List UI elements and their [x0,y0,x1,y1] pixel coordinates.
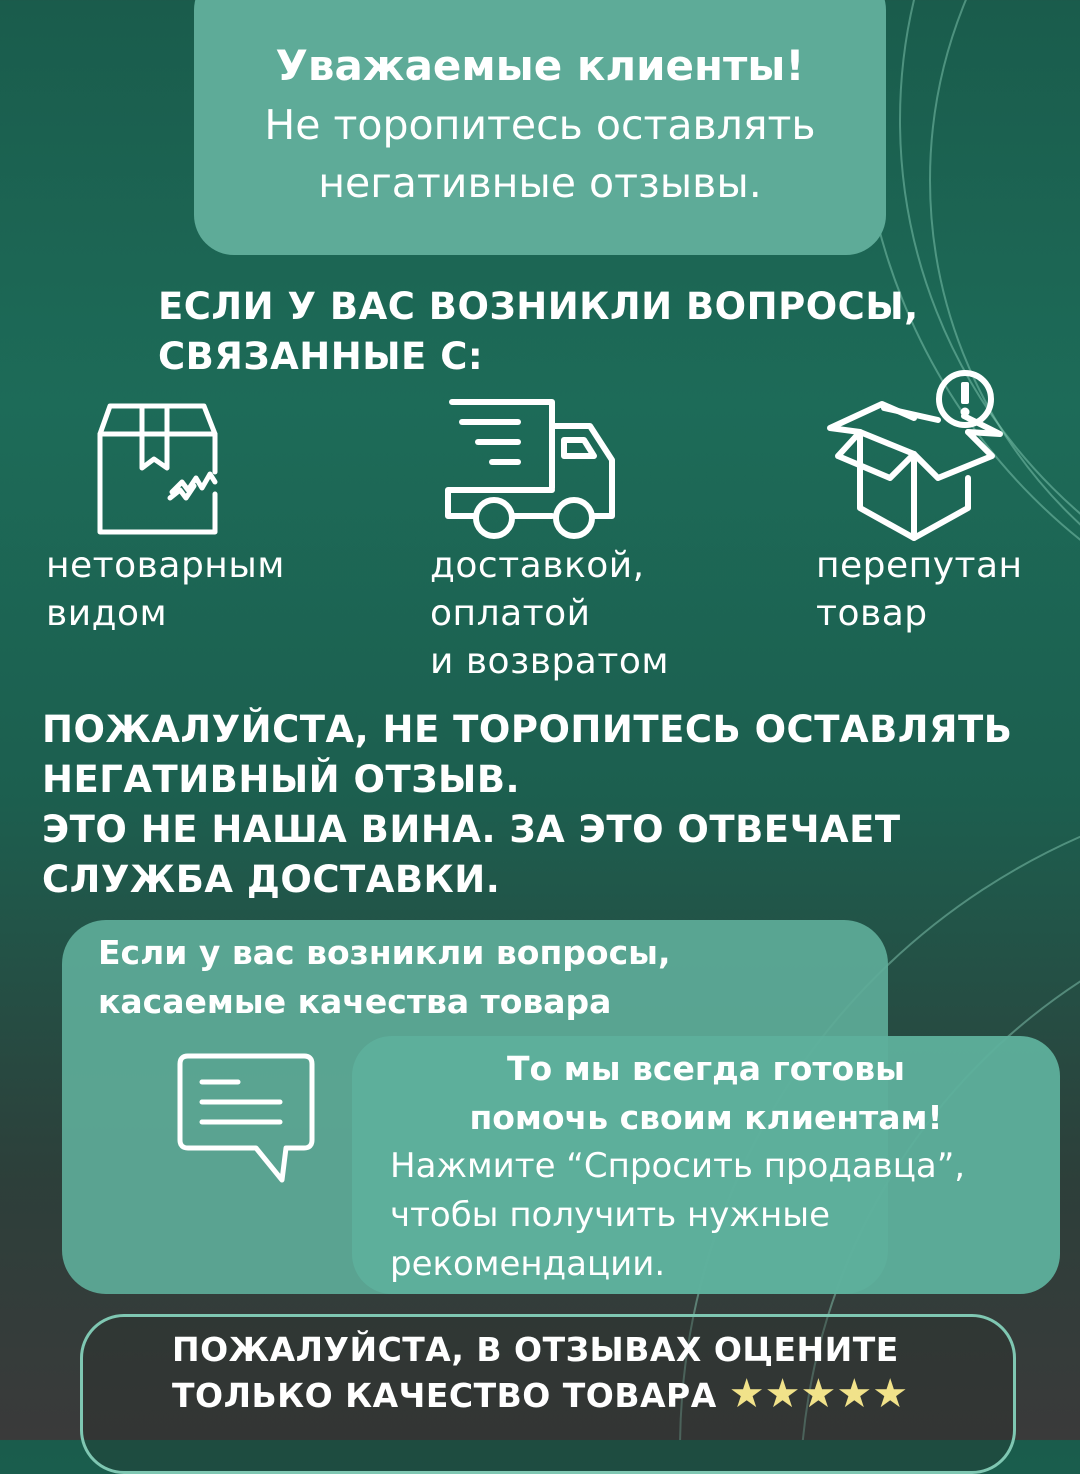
answer-body-1: Нажмите “Спросить продавца”, [390,1146,966,1186]
greeting-title: Уважаемые клиенты! [275,41,805,90]
questions-heading [158,282,919,382]
star-rating-icon: ★★★★★ [728,1371,909,1417]
open-box-alert-icon [824,368,1004,544]
answer-head-2: помочь своим клиентам! [469,1098,943,1137]
notice-line-1: ПОЖАЛУЙСТА, НЕ ТОРОПИТЕСЬ ОСТАВЛЯТЬ [42,708,1013,751]
category-mixup-line-1: перепутан [816,545,1023,586]
notice-line-4: СЛУЖБА ДОСТАВКИ. [42,858,501,901]
category-condition-line-2: видом [46,593,168,634]
greeting-bubble [194,0,886,255]
notice-line-3: ЭТО НЕ НАША ВИНА. ЗА ЭТО ОТВЕЧАЕТ [42,808,901,851]
category-delivery-line-1: доставкой, [430,545,645,586]
questions-heading-line-2: СВЯЗАННЫЕ С: [158,335,484,378]
greeting-line-2: негативные отзывы. [318,159,762,207]
rating-line-1: ПОЖАЛУЙСТА, В ОТЗЫВАХ ОЦЕНИТЕ [172,1330,899,1369]
category-condition-line-1: нетоварным [46,545,285,586]
questions-heading-line-1: ЕСЛИ У ВАС ВОЗНИКЛИ ВОПРОСЫ, [158,285,919,328]
rating-line-2 [172,1372,908,1418]
delivery-truck-icon [442,398,618,542]
answer-body-2: чтобы получить нужные [390,1195,831,1235]
answer-bubble [352,1036,1060,1294]
rating-line-2-text: ТОЛЬКО КАЧЕСТВО ТОВАРА [172,1376,717,1415]
category-delivery-line-3: и возвратом [430,641,670,682]
damaged-box-icon [96,402,220,536]
greeting-line-1: Не торопитесь оставлять [264,101,816,149]
category-mixup [816,542,1023,638]
chat-bubble-icon [174,1052,318,1184]
rating-reminder-text [172,1328,908,1418]
answer-head-1: То мы всегда готовы [507,1049,905,1088]
category-condition [46,542,285,638]
category-mixup-line-2: товар [816,593,928,634]
answer-body-3: рекомендации. [390,1244,666,1284]
quality-line-2: касаемые качества товара [98,982,612,1021]
notice-line-2: НЕГАТИВНЫЙ ОТЗЫВ. [42,758,521,801]
category-delivery [430,542,669,686]
category-delivery-line-2: оплатой [430,593,591,634]
quality-line-1: Если у вас возникли вопросы, [98,933,671,972]
notice-text [42,705,1012,905]
